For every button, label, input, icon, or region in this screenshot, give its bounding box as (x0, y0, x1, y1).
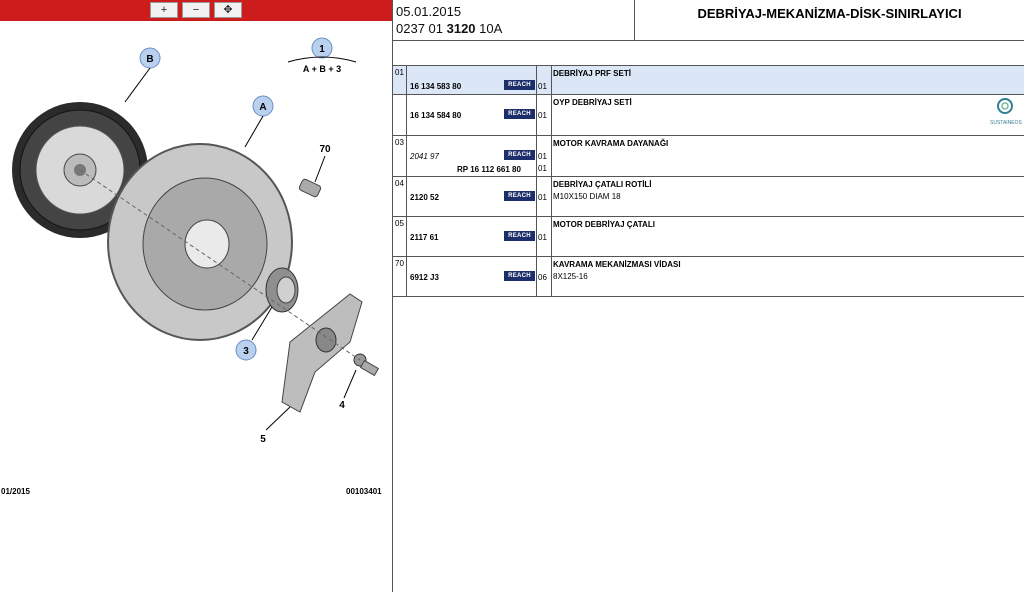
svg-text:A + B + 3: A + B + 3 (302, 64, 342, 74)
table-row[interactable] (393, 217, 1024, 257)
group-number: 01 (393, 66, 407, 94)
callout-5 (260, 407, 290, 445)
zoom-fit-button[interactable] (214, 2, 242, 18)
bolt-drawing (298, 178, 321, 197)
zoom-toolbar (0, 0, 392, 21)
part-description: MOTOR DEBRİYAJ ÇATALI (553, 220, 655, 229)
svg-text:1: 1 (319, 44, 325, 55)
quantity: 01 (538, 233, 547, 242)
parts-table (393, 66, 1024, 297)
reach-badge[interactable]: REACH (504, 271, 535, 281)
quantity: 01 (538, 82, 547, 91)
page-title: DEBRİYAJ-MEKANİZMA-DİSK-SINIRLAYICI (697, 6, 962, 21)
svg-text:5: 5 (260, 434, 266, 445)
sustaineos-logo: SUSTAINEOS (990, 97, 1020, 127)
svg-text:A: A (259, 102, 267, 113)
diagram-pane (0, 0, 393, 592)
part-cell (407, 66, 537, 94)
pressure-plate-drawing (108, 144, 292, 340)
parts-pane (393, 0, 1024, 592)
part-spec: M10X150 DIAM 18 (553, 192, 621, 201)
quantity: 01 (538, 193, 547, 202)
part-description: KAVRAMA MEKANİZMASI VİDASI (553, 260, 681, 269)
page-header (393, 0, 1024, 41)
part-number[interactable]: 6912 J3 (410, 273, 439, 282)
svg-text:4: 4 (339, 400, 345, 411)
zoom-out-icon: − (192, 4, 200, 16)
callout-1 (288, 38, 356, 74)
callout-70 (315, 144, 331, 182)
zoom-fit-icon: ✥ (223, 4, 233, 16)
quantity: 01 (538, 152, 547, 161)
quantity: 01 (538, 111, 547, 120)
diagram-date: 01/2015 (1, 487, 30, 496)
header-code: 0237 01 3120 10A (396, 21, 503, 36)
reach-badge[interactable]: REACH (504, 150, 535, 160)
sustaineos-icon (996, 97, 1014, 115)
reach-badge[interactable]: REACH (504, 109, 535, 119)
callout-a (245, 96, 273, 147)
group-number (393, 95, 407, 135)
callout-4 (339, 370, 356, 411)
header-date: 05.01.2015 (396, 4, 462, 19)
svg-text:70: 70 (319, 144, 331, 155)
part-number[interactable]: 16 134 584 80 (410, 111, 462, 120)
quantity: 01 (538, 164, 547, 173)
group-number: 70 (393, 257, 407, 296)
group-number: 03 (393, 136, 407, 176)
diagram-code: 00103401 (346, 487, 382, 496)
zoom-in-button[interactable] (150, 2, 178, 18)
zoom-out-button[interactable] (182, 2, 210, 18)
reach-badge[interactable]: REACH (504, 191, 535, 201)
part-description: MOTOR KAVRAMA DAYANAĞI (553, 139, 669, 148)
table-row[interactable] (393, 66, 1024, 95)
release-fork-drawing (282, 294, 362, 412)
svg-text:3: 3 (243, 346, 249, 357)
callout-b (125, 48, 160, 102)
header-info (393, 0, 635, 40)
part-description: DEBRİYAJ PRF SETİ (553, 69, 631, 78)
table-row[interactable] (393, 136, 1024, 177)
group-number: 04 (393, 177, 407, 216)
part-spec: 8X125-16 (553, 272, 588, 281)
sub-header (393, 40, 1024, 66)
table-row[interactable] (393, 95, 1024, 136)
quantity: 06 (538, 273, 547, 282)
table-row[interactable] (393, 257, 1024, 297)
reach-badge[interactable]: REACH (504, 80, 535, 90)
ball-stud-drawing (354, 354, 378, 375)
part-number[interactable]: 2117 61 (410, 233, 439, 242)
reach-badge[interactable]: REACH (504, 231, 535, 241)
part-description: OYP DEBRİYAJ SETİ (553, 98, 632, 107)
table-row[interactable] (393, 177, 1024, 217)
release-bearing-drawing (266, 268, 298, 312)
part-number[interactable]: 2041 97 (410, 152, 439, 161)
svg-text:B: B (146, 54, 154, 65)
part-number-alt[interactable]: RP 16 112 661 80 (457, 165, 521, 174)
exploded-parts-diagram[interactable] (0, 22, 392, 482)
part-number[interactable]: 2120 52 (410, 193, 439, 202)
part-description: DEBRİYAJ ÇATALI ROTİLİ (553, 180, 652, 189)
zoom-in-icon: + (160, 4, 168, 16)
part-number[interactable]: 16 134 583 80 (410, 82, 462, 91)
group-number: 05 (393, 217, 407, 256)
